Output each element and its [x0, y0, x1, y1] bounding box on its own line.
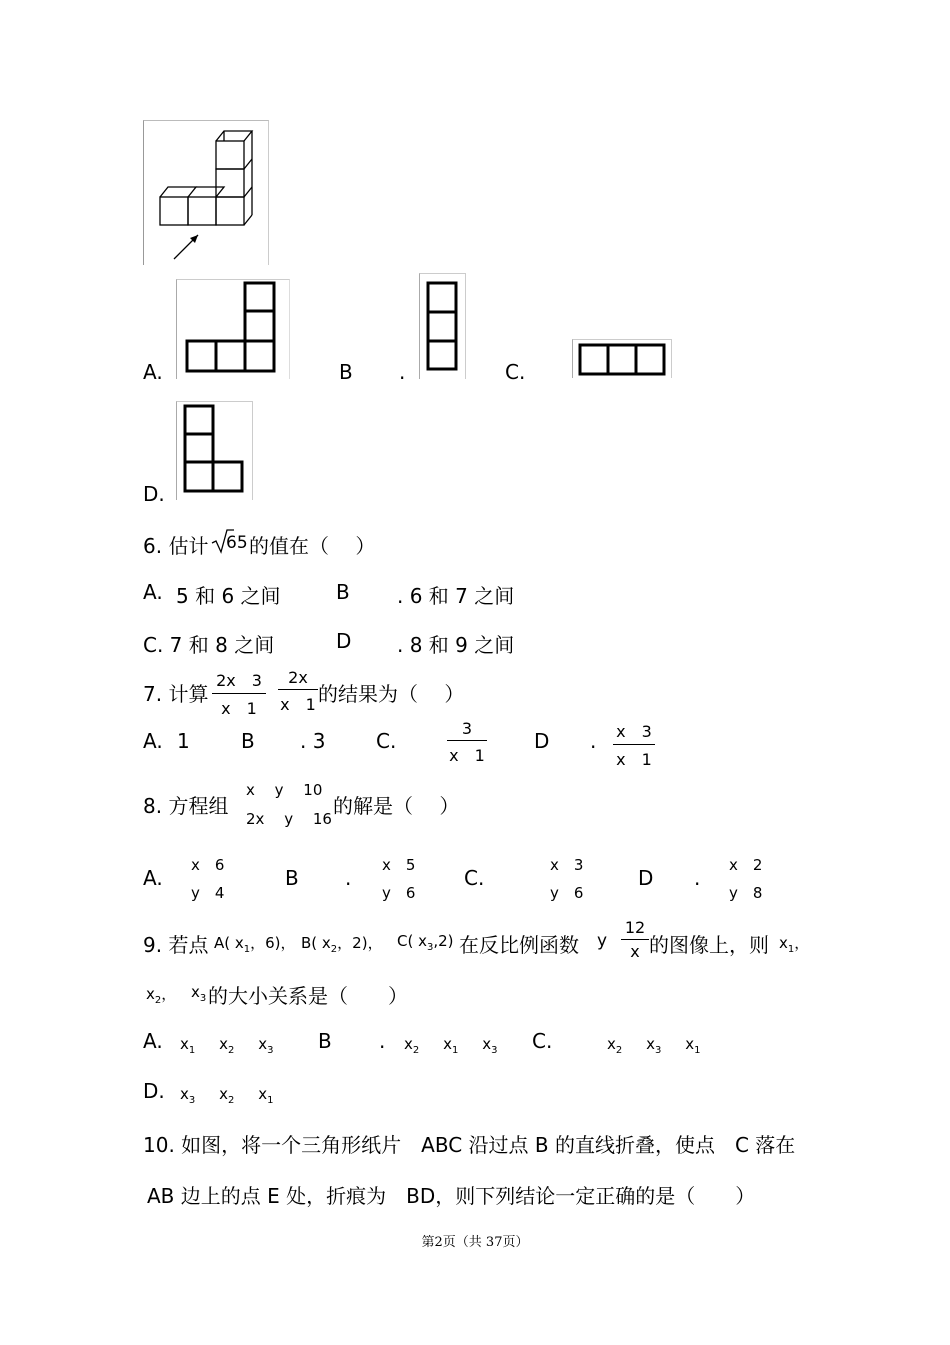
q6-prefix: 6. 估计: [143, 534, 209, 558]
q7-fraction-2: [278, 668, 318, 715]
option-c-figure: [572, 339, 672, 378]
q6-option-c: C. 7 和 8 之间: [143, 633, 275, 657]
q8-option-d-label: D: [638, 866, 654, 890]
q9-mid: 在反比例函数: [459, 933, 579, 957]
q6-option-b-label: B: [336, 580, 350, 604]
q6-option-a-label: A.: [143, 580, 163, 604]
q7-prefix: 7. 计算: [143, 682, 209, 706]
q9-point-b: B( $x_2$，2)，: [301, 934, 383, 955]
q9-option-d-label: D.: [143, 1079, 165, 1103]
q7-option-c-label: C.: [376, 729, 397, 753]
q8-option-a-label: A.: [143, 866, 163, 890]
q8-c-line1: x 3: [550, 856, 584, 874]
q6-radicand: 65: [226, 533, 248, 553]
q10-line1: 10. 如图，将一个三角形纸片 ABC 沿过点 B 的直线折叠，使点 C 落在: [143, 1133, 796, 1157]
q8-b-line1: x 5: [382, 856, 416, 874]
q8-d-line1: x 2: [729, 856, 763, 874]
q9-fraction: [621, 918, 649, 961]
q9-option-b: $x_2$ $x_1$ $x_3$: [404, 1035, 498, 1056]
q7-option-b: . 3: [300, 729, 326, 753]
q9-option-c-label: C.: [532, 1029, 553, 1053]
q9-option-a-label: A.: [143, 1029, 163, 1053]
q7-option-b-label: B: [241, 729, 255, 753]
q9-option-a: $x_1$ $x_2$ $x_3$: [180, 1035, 274, 1056]
q8-suffix: 的解是（ ）: [333, 794, 460, 818]
q6-option-a: 5 和 6 之间: [176, 584, 281, 608]
q8-b-line2: y 6: [382, 884, 416, 902]
q6-option-d-label: D: [336, 629, 352, 653]
q7-f1-den: x 1: [221, 699, 257, 718]
q9-line2-suffix: 的大小关系是（ ）: [208, 984, 408, 1008]
q7-d-num: x 3: [616, 722, 652, 741]
q9-f-num: 12: [624, 918, 646, 937]
q8-a-line1: x 6: [191, 856, 225, 874]
q9-option-d: $x_3$ $x_2$ $x_1$: [180, 1085, 274, 1106]
q8-option-d-dot: .: [694, 866, 701, 890]
q7-d-den: x 1: [616, 750, 652, 769]
q9-point-a: A( $x_1$，6)，: [214, 934, 296, 955]
q7-option-c-fraction: [447, 719, 487, 766]
option-b-dot: .: [399, 360, 406, 384]
q7-option-a-label: A.: [143, 729, 163, 753]
option-d-label: D.: [143, 482, 165, 506]
q6-suffix: 的值在（ ）: [249, 534, 376, 558]
q6-option-d: . 8 和 9 之间: [397, 633, 515, 657]
q7-option-d-dot: .: [590, 729, 597, 753]
q8-c-line2: y 6: [550, 884, 584, 902]
q9-option-b-label: B: [318, 1029, 332, 1053]
q9-f-den: x: [630, 942, 640, 961]
q9-point-c: C( $x_3,2$): [397, 932, 454, 953]
q6-option-b: . 6 和 7 之间: [397, 584, 515, 608]
q10-line2: AB 边上的点 E 处，折痕为 BD，则下列结论一定正确的是（ ）: [147, 1184, 756, 1208]
page-footer: 第2页（共 37页）: [421, 1235, 529, 1250]
q9-option-b-dot: .: [379, 1029, 386, 1053]
q9-option-c: $x_2$ $x_3$ $x_1$: [607, 1035, 701, 1056]
q9-line2-x2: $x_2$，: [146, 985, 177, 1006]
q7-option-d-fraction: [613, 719, 655, 770]
q7-f1-num: 2x 3: [216, 671, 262, 690]
q7-c-num: 3: [461, 719, 473, 738]
solid-figure: [143, 120, 269, 265]
q8-option-b-label: B: [285, 866, 299, 890]
q7-suffix: 的结果为（ ）: [318, 682, 465, 706]
q7-option-d-label: D: [534, 729, 550, 753]
q8-prefix: 8. 方程组: [143, 794, 229, 818]
option-b-figure: [419, 273, 466, 379]
q7-c-den: x 1: [449, 746, 485, 765]
q7-f2-num: 2x: [288, 668, 308, 687]
option-c-label: C.: [505, 360, 526, 384]
option-b-label: B: [339, 360, 353, 384]
q9-y: y: [597, 931, 608, 951]
q9-line2-x3: $x_3$: [191, 983, 207, 1004]
q8-eq1: x y 10: [246, 781, 323, 799]
option-a-label: A.: [143, 360, 163, 384]
option-d-figure: [176, 401, 253, 500]
q8-d-line2: y 8: [729, 884, 763, 902]
q9-x1: $x_1$，: [779, 934, 810, 955]
q9-suffix: 的图像上，则: [649, 933, 769, 957]
q8-option-b-dot: .: [345, 866, 352, 890]
q8-a-line2: y 4: [191, 884, 225, 902]
q7-f2-den: x 1: [280, 695, 316, 714]
q7-option-a: 1: [177, 729, 190, 753]
option-a-figure: [176, 279, 290, 379]
q8-option-c-label: C.: [464, 866, 485, 890]
q7-fraction-1: [212, 668, 266, 719]
q8-eq2: 2x y 16: [246, 810, 332, 828]
q9-prefix: 9. 若点: [143, 933, 209, 957]
